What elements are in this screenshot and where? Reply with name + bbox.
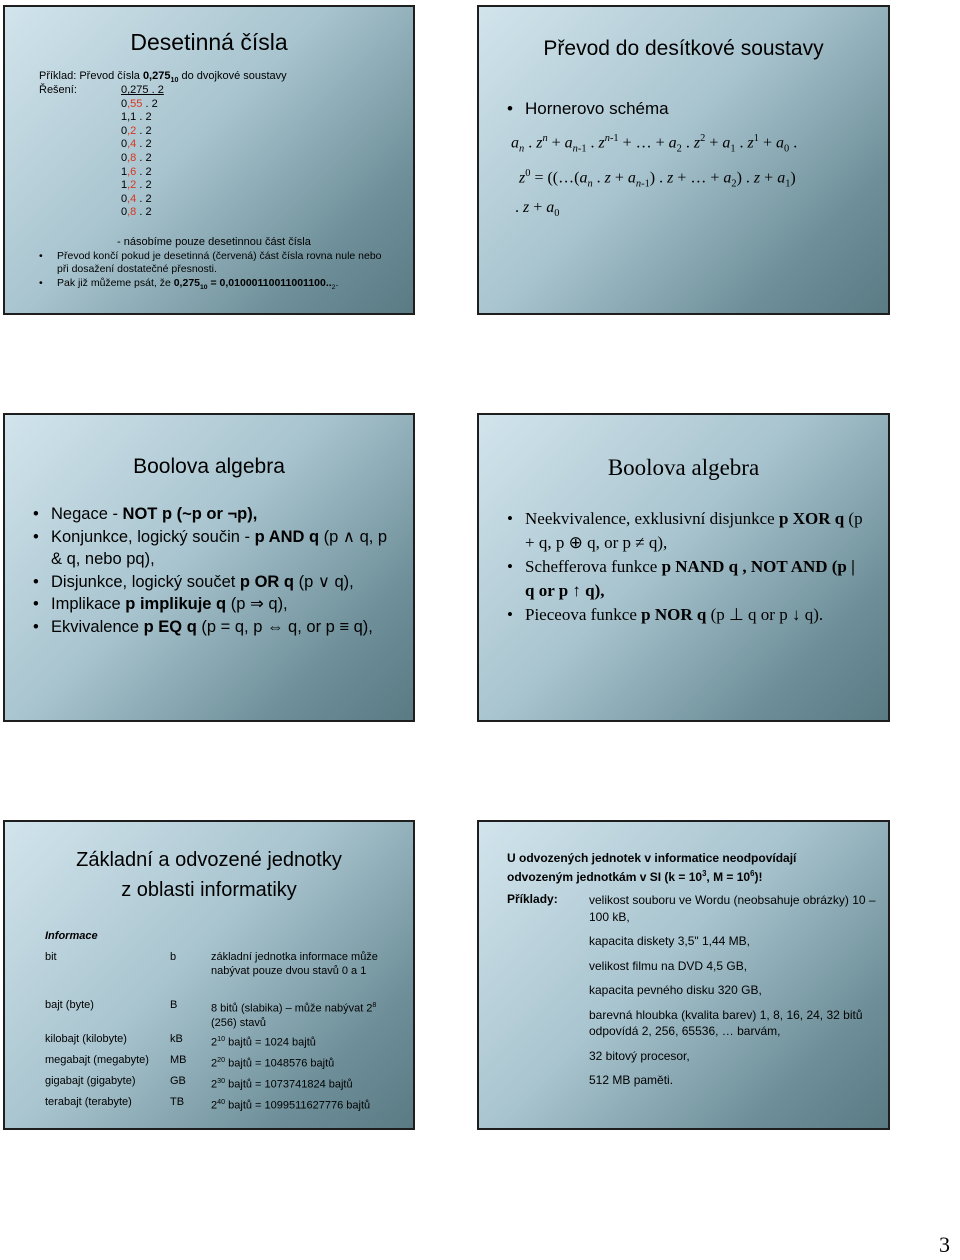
op-expression: NOT p (~p or ¬p), xyxy=(122,505,258,523)
desc-base: 2 xyxy=(211,1099,218,1112)
step-fraction: ,6 xyxy=(127,165,137,178)
slide-boolova-algebra-2 xyxy=(477,413,890,722)
boolean-function xyxy=(507,603,867,627)
fn-expression: p NOR q xyxy=(641,605,707,624)
desc-base: 2 xyxy=(211,1036,218,1049)
step-row xyxy=(121,152,164,166)
desc-rest: bajtů = 1099511627776 bajtů xyxy=(225,1099,371,1112)
desc-exponent: 10 xyxy=(217,1035,226,1043)
op-name: Disjunkce, logický součet xyxy=(51,572,240,591)
horner-formula: $a_n$ . $z^n + a_{n-1}$ . $z^{n-1}$ + … + $a_2$ . $z^2 + a_1$ . $z^1 + a_0$ . $z^0$ = (($\dots(a_n$ . $z + a_{n-1}$) . z + … + $a_2$) . $z + a_1$) . $z + a_0$ xyxy=(511,133,798,220)
unit-description xyxy=(211,1095,386,1113)
step-row xyxy=(121,98,164,112)
example-line: Příklad: Převod čísla $0,275_{10}$ do dvojkové soustavy xyxy=(39,70,287,85)
step-integer: 1 xyxy=(121,179,128,192)
step-fraction: ,4 xyxy=(127,138,137,151)
unit-description: základní jednotka informace může nabývat pouze dvou stavů 0 a 1 xyxy=(211,951,378,977)
unit-symbol: B xyxy=(170,999,178,1011)
step-fraction: ,8 xyxy=(127,206,137,219)
unit-symbol: TB xyxy=(170,1096,185,1108)
fn-expression: p XOR q xyxy=(778,509,845,528)
slide-jednotky xyxy=(3,820,415,1130)
boolean-operation xyxy=(33,571,398,594)
step-multiplier: . 2 xyxy=(136,124,152,137)
step-row xyxy=(121,138,164,152)
op-notation: (p ∨ q), xyxy=(294,572,354,591)
slide-priklady-jednotek xyxy=(477,820,890,1130)
bullet-result: • Pak již můžeme psát, že $0,275_{10} = 0,01000110011001100.._2$. xyxy=(39,277,394,295)
step-fraction: ,4 xyxy=(127,192,137,205)
step-integer: 1 xyxy=(121,165,128,178)
unit-name: gigabajt (gigabyte) xyxy=(45,1075,136,1087)
unit-description xyxy=(211,1074,386,1092)
step-integer: 0 xyxy=(121,84,128,96)
step-integer: 1 xyxy=(121,111,128,124)
fn-name: Pieceova funkce xyxy=(525,605,642,624)
op-notation: (p ⇒ q), xyxy=(226,595,288,613)
desc-rest: bajtů = 1073741824 bajtů xyxy=(225,1078,353,1091)
step-integer: 0 xyxy=(121,124,128,137)
example-item: velikost souboru ve Wordu (neobsahuje obrázky) 10 – 100 kB, xyxy=(589,893,876,924)
slide-desetinna-cisla xyxy=(3,5,415,315)
solution-label: Řešení: xyxy=(39,84,77,96)
step-row xyxy=(121,179,164,193)
boolean-operation xyxy=(33,616,398,639)
boolean-operation xyxy=(33,593,398,616)
unit-description xyxy=(211,1053,386,1071)
step-integer: 0 xyxy=(121,138,128,151)
desc-base: 8 bitů (slabika) – může nabývat 2 xyxy=(211,1002,373,1015)
section-informace: Informace xyxy=(45,930,98,942)
desc-exponent: 20 xyxy=(217,1056,226,1064)
step-row xyxy=(121,125,164,139)
step-integer: 0 xyxy=(121,151,128,164)
op-name: Implikace xyxy=(51,595,126,613)
boolean-functions-list xyxy=(507,507,867,628)
step-multiplier: . 2 xyxy=(136,192,152,205)
desc-base: 2 xyxy=(211,1078,218,1091)
example-item: barevná hloubka (kvalita barev) 1, 8, 16, 24, 32 bitů odpovídá 2, 256, 65536, … barvám, xyxy=(589,1007,863,1038)
unit-name: terabajt (terabyte) xyxy=(45,1096,132,1108)
step-multiplier: . 2 xyxy=(142,97,158,110)
op-expression: p OR q xyxy=(239,572,294,591)
unit-name: bajt (byte) xyxy=(45,999,94,1011)
step-row xyxy=(121,166,164,180)
op-name: Konjunkce, logický součin - xyxy=(51,527,255,546)
op-expression: p implikuje q xyxy=(125,595,227,613)
slide-title: Převod do desítkové soustavy xyxy=(543,37,824,60)
example-item: kapacita pevného disku 320 GB, xyxy=(589,983,762,997)
step-multiplier: . 2 xyxy=(136,179,152,192)
step-row xyxy=(121,111,164,125)
fn-notation: (p + q, p ⊕ q, or p ≠ q), xyxy=(525,509,863,552)
step-multiplier: . 2 xyxy=(136,151,152,164)
desc-base: 2 xyxy=(211,1057,218,1070)
example-item: 512 MB paměti. xyxy=(589,1073,674,1087)
page-number: 3 xyxy=(939,1232,950,1257)
boolean-operation xyxy=(33,503,398,526)
example-item: 32 bitový procesor, xyxy=(589,1048,690,1063)
op-name: Ekvivalence xyxy=(51,617,144,636)
op-expression: p AND q xyxy=(254,527,320,546)
fn-expression: p NAND q , NOT AND (p | q or p ↑ q), xyxy=(525,557,855,600)
unit-symbol: MB xyxy=(170,1054,187,1066)
op-name: Negace - xyxy=(51,505,123,523)
unit-name: megabajt (megabyte) xyxy=(45,1054,149,1066)
boolean-operations-list xyxy=(33,503,398,638)
conversion-steps xyxy=(121,84,164,220)
step-multiplier: . 2 xyxy=(136,111,152,124)
si-note-heading: U odvozených jednotek v informatice neodpovídají odvozeným jednotkám v SI ($k = 10^3$, $M = 10^6$)! xyxy=(507,851,797,884)
examples-list xyxy=(589,892,879,1097)
op-notation: (p ∧ q, p & q, nebo pq), xyxy=(51,527,388,568)
desc-exponent: 40 xyxy=(217,1098,226,1106)
unit-name: kilobajt (kilobyte) xyxy=(45,1033,127,1045)
step-fraction: ,1 xyxy=(127,111,137,124)
desc-rest: bajtů = 1048576 bajtů xyxy=(225,1057,335,1070)
fn-name: Schefferova funkce xyxy=(525,557,662,576)
step-multiplier: . 2 xyxy=(136,165,152,178)
unit-symbol: b xyxy=(170,951,177,963)
slide1-bullets xyxy=(39,250,394,295)
fn-name: Neekvivalence, exklusivní disjunkce xyxy=(525,509,779,528)
slide-title-line2: z oblasti informatiky xyxy=(121,879,297,901)
step-integer: 0 xyxy=(121,206,128,219)
desc-rest: (256) stavů xyxy=(211,1016,267,1029)
boolean-function xyxy=(507,507,867,554)
step-fraction: ,2 xyxy=(127,179,137,192)
step-multiplier: . 2 xyxy=(136,206,152,219)
step-row xyxy=(121,84,164,98)
slide2-bullets xyxy=(507,99,669,119)
boolean-function xyxy=(507,555,867,602)
slide-title: Desetinná čísla xyxy=(130,29,288,55)
step-multiplier: . 2 xyxy=(136,138,152,151)
example-item: kapacita diskety 3,5" 1,44 MB, xyxy=(589,934,751,948)
step-fraction: ,2 xyxy=(127,124,137,137)
slide-title: Boolova algebra xyxy=(133,455,285,478)
step-multiplier: . 2 xyxy=(148,84,164,96)
step-fraction: ,275 xyxy=(127,84,149,96)
desc-exponent: 8 xyxy=(372,1001,377,1009)
slide-title: Boolova algebra xyxy=(607,455,760,480)
step-integer: 0 xyxy=(121,97,128,110)
step-fraction: ,8 xyxy=(127,151,137,164)
bullet-end-condition: • Převod končí pokud je desetinná (červená) část čísla rovna nule nebo při dosažení dostatečné přesnosti. xyxy=(39,250,394,275)
unit-symbol: GB xyxy=(170,1075,186,1087)
note: - násobíme pouze desetinnou část čísla xyxy=(117,236,311,248)
examples-label: Příklady: xyxy=(507,892,558,906)
step-integer: 0 xyxy=(121,192,128,205)
slide-prevod-do-desitkove xyxy=(477,5,890,315)
slide-title-line1: Základní a odvozené jednotky xyxy=(76,849,342,871)
fn-notation: (p ⊥ q or p ↓ q). xyxy=(706,605,824,624)
bullet-horner: • Hornerovo schéma xyxy=(507,99,669,119)
example-item: velikost filmu na DVD 4,5 GB, xyxy=(589,958,748,973)
op-notation: (p = q, p ⇔ q, or p ≡ q), xyxy=(196,617,373,636)
unit-name: bit xyxy=(45,951,57,963)
desc-exponent: 30 xyxy=(217,1077,226,1085)
step-row xyxy=(121,193,164,207)
boolean-operation xyxy=(33,526,398,571)
desc-rest: bajtů = 1024 bajtů xyxy=(225,1036,316,1049)
slide-boolova-algebra-1 xyxy=(3,413,415,722)
unit-description xyxy=(211,998,386,1030)
op-expression: p EQ q xyxy=(143,617,197,636)
unit-symbol: kB xyxy=(170,1033,183,1045)
unit-description xyxy=(211,1032,386,1050)
step-row xyxy=(121,206,164,220)
step-fraction: ,55 xyxy=(127,97,143,110)
